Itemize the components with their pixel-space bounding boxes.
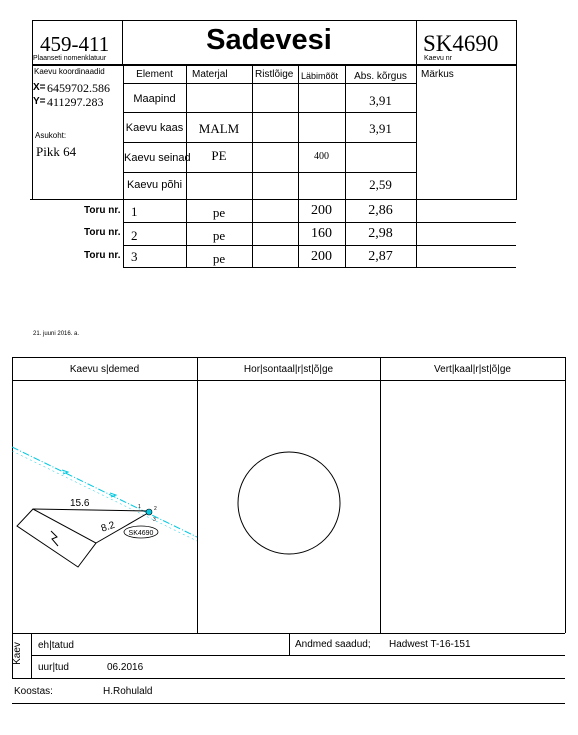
well-number-label: Kaevu nr	[424, 55, 453, 62]
pipe-number: 1	[131, 204, 138, 219]
panel-title-horizontal: Hor|sontaal|r|st|õ|ge	[243, 364, 334, 375]
pipe-diameter: 200	[311, 249, 332, 264]
dim-label-2: 8.2	[99, 519, 117, 535]
coord-y-label: Y=	[33, 96, 46, 107]
row-height: 2,59	[369, 177, 392, 192]
horizontal-section	[198, 381, 380, 633]
author-label: Koostas:	[14, 686, 53, 697]
footer-side-label: Kaev	[11, 642, 23, 665]
pipe-number: 3	[131, 249, 138, 264]
col-header-material: Materjal	[192, 69, 228, 80]
col-header-diameter: Läbimõõt	[301, 71, 339, 81]
row-height: 3,91	[369, 121, 392, 136]
data-source-value: Hadwest T-16-151	[389, 639, 471, 650]
coords-label: Kaevu koordinaadid	[34, 67, 105, 76]
pipe-label: Toru nr.	[84, 250, 121, 261]
coord-x-value: 6459702.586	[47, 81, 110, 95]
point-label-1: 1	[138, 504, 141, 510]
col-header-height: Abs. kõrgus	[354, 71, 407, 82]
col-header-element: Element	[136, 69, 173, 80]
surveyed-label: uur|tud	[38, 662, 69, 673]
pipe-material: pe	[212, 228, 226, 243]
plan-sheet-label: Plaanseti nomenklatuur	[33, 55, 107, 62]
location-value: Pikk 64	[36, 144, 77, 159]
row-element: Kaevu põhi	[126, 179, 183, 191]
coord-x-label: X=	[33, 82, 46, 93]
row-element: Kaevu seinad	[124, 152, 191, 164]
pipe-number: 2	[131, 228, 138, 243]
pipe-diameter: 200	[311, 203, 332, 218]
data-source-label: Andmed saadud;	[295, 639, 371, 650]
dim-label-1: 15.6	[70, 498, 90, 509]
well-number: SK4690	[423, 31, 499, 56]
well-symbol	[146, 509, 152, 515]
tie-line-1	[33, 509, 148, 511]
pipe-label: Toru nr.	[84, 205, 121, 216]
pipe-material: pe	[212, 251, 226, 266]
panel-title-ties: Kaevu s|demed	[69, 364, 140, 375]
coord-y-value: 411297.283	[47, 95, 104, 109]
built-label: eh|tatud	[38, 640, 74, 651]
surveyed-date: 06.2016	[107, 662, 144, 673]
building-outline	[17, 509, 96, 567]
pipe-height: 2,86	[368, 203, 393, 218]
col-header-remarks: Märkus	[421, 69, 454, 80]
author-value: H.Rohulald	[103, 686, 153, 697]
pipe-material: pe	[212, 205, 226, 220]
row-diameter: 400	[314, 151, 329, 162]
row-element: Maapind	[133, 93, 176, 105]
point-label-2: 2	[154, 506, 157, 512]
document-date: 21. juuni 2016. a.	[33, 331, 80, 337]
panel-title-vertical: Vert|kaal|r|st|õ|ge	[434, 364, 511, 375]
col-header-section: Ristlõige	[255, 69, 294, 80]
pipe-diameter: 160	[311, 226, 332, 241]
row-height: 3,91	[369, 93, 392, 108]
well-circle	[238, 452, 340, 554]
page-title: Sadevesi	[206, 24, 332, 56]
pipe-height: 2,98	[368, 226, 393, 241]
lightning-icon	[51, 531, 58, 546]
row-material: PE	[211, 148, 227, 163]
location-label: Asukoht:	[35, 131, 67, 140]
ties-sketch	[12, 381, 197, 633]
row-material: MALM	[198, 121, 240, 136]
row-element: Kaevu kaas	[125, 122, 184, 134]
pipe-label: Toru nr.	[84, 227, 121, 238]
point-label-3: 3	[153, 517, 156, 523]
plan-sheet-number: 459-411	[40, 32, 110, 56]
pipe-height: 2,87	[368, 249, 393, 264]
well-tag-label: SK4690	[128, 530, 154, 537]
